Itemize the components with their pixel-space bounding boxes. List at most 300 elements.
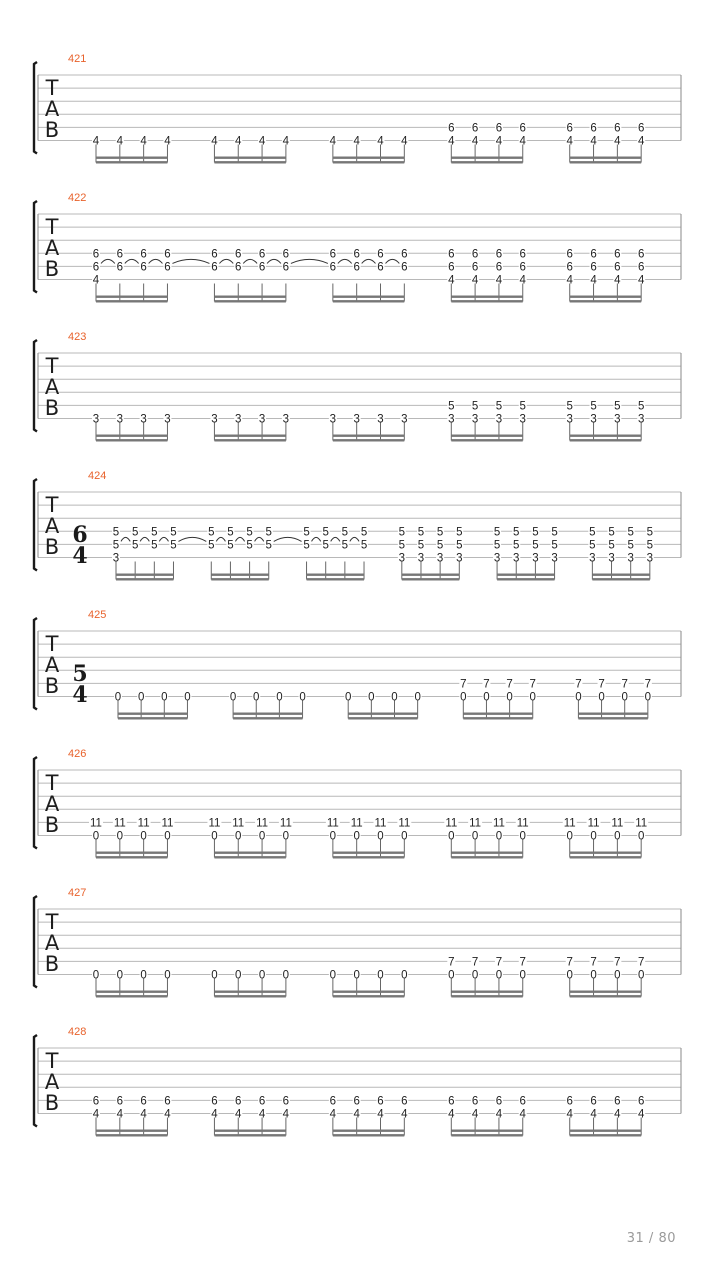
beam <box>214 1134 285 1136</box>
fret-number: 3 <box>614 413 621 426</box>
tie-arc <box>125 259 139 263</box>
fret-number: 4 <box>637 1108 645 1121</box>
fret-number: 6 <box>353 248 360 261</box>
fret-number: 4 <box>519 274 526 287</box>
fret-number: 11 <box>137 817 150 830</box>
fret-number: 0 <box>471 830 479 843</box>
fret-number: 4 <box>448 274 455 287</box>
fret-number: 4 <box>116 135 124 148</box>
beam <box>451 439 522 441</box>
fret-number: 7 <box>575 678 582 691</box>
fret-number: 6 <box>448 1095 455 1108</box>
tab-clef-letter: A <box>44 792 60 816</box>
fret-number: 0 <box>637 830 645 843</box>
tie-arc <box>216 537 225 541</box>
fret-number: 5 <box>341 526 349 539</box>
fret-number: 3 <box>471 413 479 426</box>
beam <box>96 296 167 298</box>
fret-number: 3 <box>258 413 266 426</box>
beam <box>402 574 459 576</box>
fret-number: 5 <box>608 526 615 539</box>
fret-number: 6 <box>471 1095 479 1108</box>
beam <box>333 852 404 854</box>
beam <box>348 713 417 715</box>
fret-number: 4 <box>590 135 597 148</box>
fret-number: 0 <box>353 969 360 982</box>
fret-number: 6 <box>637 261 645 274</box>
measure-number: 422 <box>68 192 87 204</box>
fret-number: 0 <box>495 969 503 982</box>
page-total: 80 <box>658 1231 676 1246</box>
fret-number: 6 <box>140 261 147 274</box>
fret-number: 0 <box>637 969 645 982</box>
fret-number: 6 <box>448 122 455 135</box>
beam <box>96 435 167 437</box>
fret-number: 5 <box>170 526 177 539</box>
beam <box>214 439 285 441</box>
beam <box>451 296 522 298</box>
fret-number: 0 <box>566 830 573 843</box>
fret-number: 5 <box>551 539 558 552</box>
fret-number: 6 <box>116 261 124 274</box>
fret-number: 0 <box>258 830 266 843</box>
tie-arc <box>101 259 115 263</box>
fret-number: 3 <box>589 552 596 565</box>
fret-number: 0 <box>253 691 260 704</box>
beam <box>451 435 522 437</box>
page-current: 31 <box>626 1231 645 1246</box>
fret-number: 4 <box>258 135 266 148</box>
fret-number: 5 <box>398 539 406 552</box>
fret-number: 11 <box>208 817 221 830</box>
fret-number: 4 <box>235 1108 242 1121</box>
fret-number: 5 <box>532 539 539 552</box>
fret-number: 5 <box>131 526 139 539</box>
fret-number: 6 <box>590 261 597 274</box>
fret-number: 6 <box>92 261 100 274</box>
fret-number: 4 <box>282 1108 290 1121</box>
fret-number: 7 <box>506 678 513 691</box>
fret-number: 0 <box>471 969 479 982</box>
tie-arc <box>350 537 359 541</box>
fret-number: 5 <box>208 539 215 552</box>
fret-number: 7 <box>483 678 490 691</box>
fret-number: 0 <box>506 691 513 704</box>
fret-number: 6 <box>519 261 526 274</box>
tab-system <box>34 609 681 720</box>
beam <box>96 1134 167 1136</box>
fret-number: 6 <box>519 1095 526 1108</box>
fret-number: 5 <box>246 539 253 552</box>
fret-number: 0 <box>282 830 290 843</box>
fret-number: 11 <box>469 817 482 830</box>
fret-number: 3 <box>566 413 573 426</box>
fret-number: 4 <box>329 1108 337 1121</box>
fret-number: 6 <box>140 248 147 261</box>
fret-number: 6 <box>164 1095 171 1108</box>
tab-clef-letter: B <box>44 396 60 420</box>
fret-number: 5 <box>170 539 177 552</box>
fret-number: 0 <box>211 969 218 982</box>
tab-clef-letter: T <box>45 910 59 934</box>
beam <box>570 439 641 441</box>
fret-number: 3 <box>112 552 120 565</box>
tab-clef-letter: B <box>44 813 60 837</box>
fret-number: 5 <box>265 526 272 539</box>
fret-number: 5 <box>627 539 634 552</box>
fret-number: 0 <box>235 830 242 843</box>
fret-number: 5 <box>322 539 329 552</box>
fret-number: 7 <box>566 956 573 969</box>
tie-arc <box>178 537 206 541</box>
fret-number: 4 <box>614 1108 621 1121</box>
beam <box>96 439 167 441</box>
beam <box>116 574 173 576</box>
beam <box>592 574 649 576</box>
fret-number: 3 <box>608 552 615 565</box>
fret-number: 5 <box>227 526 234 539</box>
fret-number: 5 <box>417 526 425 539</box>
tie-arc <box>362 259 376 263</box>
fret-number: 5 <box>360 539 368 552</box>
fret-number: 0 <box>590 830 597 843</box>
fret-number: 6 <box>401 261 408 274</box>
fret-number: 6 <box>329 248 337 261</box>
fret-number: 5 <box>532 526 539 539</box>
tab-clef-letter: A <box>44 1070 60 1094</box>
fret-number: 4 <box>211 135 218 148</box>
fret-number: 6 <box>471 248 479 261</box>
fret-number: 5 <box>614 400 621 413</box>
fret-number: 11 <box>445 817 458 830</box>
fret-number: 0 <box>164 830 171 843</box>
beam <box>333 157 404 159</box>
fret-number: 11 <box>587 817 600 830</box>
beam <box>214 157 285 159</box>
fret-number: 7 <box>448 956 455 969</box>
fret-number: 6 <box>495 248 503 261</box>
fret-number: 6 <box>566 248 573 261</box>
beam <box>214 296 285 298</box>
fret-number: 6 <box>471 122 479 135</box>
fret-number: 0 <box>414 691 421 704</box>
fret-number: 5 <box>646 539 654 552</box>
beam <box>214 161 285 163</box>
beam <box>96 856 167 858</box>
system-bracket <box>34 1035 37 1127</box>
fret-number: 6 <box>353 261 360 274</box>
fret-number: 6 <box>401 1095 408 1108</box>
beam <box>463 717 532 719</box>
fret-number: 3 <box>377 413 384 426</box>
fret-number: 3 <box>398 552 406 565</box>
beam <box>333 296 404 298</box>
fret-number: 6 <box>614 1095 621 1108</box>
fret-number: 5 <box>417 539 425 552</box>
fret-number: 5 <box>608 539 615 552</box>
tie-arc <box>386 259 400 263</box>
beam <box>570 435 641 437</box>
fret-number: 5 <box>436 539 444 552</box>
fret-number: 3 <box>417 552 425 565</box>
beam <box>333 856 404 858</box>
fret-number: 3 <box>646 552 654 565</box>
system-bracket <box>34 479 37 571</box>
fret-number: 5 <box>208 526 215 539</box>
fret-number: 3 <box>353 413 360 426</box>
tie-arc <box>149 259 163 263</box>
fret-number: 3 <box>140 413 147 426</box>
beam <box>497 578 554 580</box>
beam <box>333 300 404 302</box>
fret-number: 5 <box>589 526 596 539</box>
beam <box>570 161 641 163</box>
fret-number: 5 <box>513 539 520 552</box>
fret-number: 11 <box>563 817 576 830</box>
fret-number: 6 <box>590 122 597 135</box>
system-bracket <box>34 757 37 849</box>
fret-number: 0 <box>276 691 283 704</box>
fret-number: 0 <box>344 691 352 704</box>
tie-arc <box>291 259 328 263</box>
fret-number: 0 <box>566 969 573 982</box>
fret-number: 0 <box>644 691 652 704</box>
fret-number: 11 <box>611 817 624 830</box>
system-bracket <box>34 896 37 988</box>
fret-number: 0 <box>140 830 147 843</box>
fret-number: 11 <box>232 817 245 830</box>
fret-number: 6 <box>495 122 503 135</box>
measure-number: 428 <box>68 1026 87 1038</box>
fret-number: 7 <box>614 956 621 969</box>
tab-system <box>34 53 681 164</box>
beam <box>214 856 285 858</box>
system-bracket <box>34 201 37 293</box>
fret-number: 6 <box>566 122 573 135</box>
fret-number: 4 <box>92 1108 100 1121</box>
fret-number: 0 <box>590 969 597 982</box>
beam <box>96 300 167 302</box>
fret-number: 6 <box>590 1095 597 1108</box>
fret-number: 0 <box>495 830 503 843</box>
fret-number: 4 <box>164 135 171 148</box>
fret-number: 0 <box>598 691 605 704</box>
fret-number: 4 <box>140 1108 147 1121</box>
fret-number: 0 <box>329 969 337 982</box>
fret-number: 5 <box>637 400 645 413</box>
fret-number: 0 <box>483 691 490 704</box>
fret-number: 11 <box>516 817 529 830</box>
beam <box>333 435 404 437</box>
fret-number: 3 <box>637 413 645 426</box>
fret-number: 0 <box>282 969 290 982</box>
beam <box>96 157 167 159</box>
fret-number: 5 <box>303 526 310 539</box>
fret-number: 0 <box>401 830 408 843</box>
fret-number: 0 <box>621 691 628 704</box>
fret-number: 0 <box>401 969 408 982</box>
beam <box>451 1134 522 1136</box>
fret-number: 3 <box>590 413 597 426</box>
fret-number: 4 <box>519 135 526 148</box>
beam <box>451 995 522 997</box>
fret-number: 5 <box>566 400 573 413</box>
fret-number: 6 <box>566 261 573 274</box>
fret-number: 3 <box>448 413 455 426</box>
fret-number: 3 <box>493 552 501 565</box>
tab-clef-letter: A <box>44 653 60 677</box>
fret-number: 0 <box>235 969 242 982</box>
tab-system <box>34 192 681 303</box>
time-signature-digit: 5 <box>72 661 88 687</box>
beam <box>96 852 167 854</box>
fret-number: 4 <box>614 135 621 148</box>
fret-number: 3 <box>211 413 218 426</box>
beam <box>451 991 522 993</box>
fret-number: 5 <box>493 539 501 552</box>
fret-number: 0 <box>368 691 375 704</box>
beam <box>307 574 364 576</box>
fret-number: 6 <box>448 261 455 274</box>
fret-number: 5 <box>519 400 526 413</box>
fret-number: 11 <box>161 817 174 830</box>
fret-number: 6 <box>164 248 171 261</box>
measure-number: 427 <box>68 887 87 899</box>
fret-number: 6 <box>116 248 124 261</box>
fret-number: 3 <box>551 552 558 565</box>
fret-number: 7 <box>529 678 536 691</box>
fret-number: 6 <box>235 261 242 274</box>
measure-number: 425 <box>88 609 107 621</box>
fret-number: 6 <box>614 261 621 274</box>
beam <box>402 578 459 580</box>
fret-number: 5 <box>322 526 329 539</box>
fret-number: 4 <box>377 135 384 148</box>
beam <box>214 991 285 993</box>
fret-number: 6 <box>211 1095 218 1108</box>
fret-number: 4 <box>401 1108 408 1121</box>
beam <box>333 1130 404 1132</box>
fret-number: 5 <box>513 526 520 539</box>
fret-number: 5 <box>551 526 558 539</box>
time-signature-digit: 6 <box>72 522 88 548</box>
tab-clef-letter: A <box>44 236 60 260</box>
fret-number: 6 <box>282 1095 290 1108</box>
fret-number: 7 <box>460 678 467 691</box>
beam <box>214 435 285 437</box>
beam <box>570 296 641 298</box>
beam <box>96 161 167 163</box>
fret-number: 6 <box>164 261 171 274</box>
fret-number: 5 <box>341 539 349 552</box>
tie-arc <box>274 537 302 541</box>
tie-arc <box>267 259 281 263</box>
fret-number: 11 <box>279 817 292 830</box>
fret-number: 4 <box>614 274 621 287</box>
fret-number: 0 <box>377 830 384 843</box>
tab-clef-letter: A <box>44 375 60 399</box>
fret-number: 7 <box>495 956 503 969</box>
beam <box>451 856 522 858</box>
fret-number: 0 <box>114 691 122 704</box>
fret-number: 4 <box>211 1108 218 1121</box>
beam <box>570 1134 641 1136</box>
fret-number: 0 <box>211 830 218 843</box>
beam <box>333 991 404 993</box>
fret-number: 5 <box>360 526 368 539</box>
fret-number: 6 <box>614 248 621 261</box>
fret-number: 11 <box>90 817 102 830</box>
fret-number: 0 <box>519 969 526 982</box>
fret-number: 6 <box>519 248 526 261</box>
fret-number: 0 <box>92 969 100 982</box>
fret-number: 3 <box>436 552 444 565</box>
fret-number: 4 <box>495 1108 503 1121</box>
fret-number: 4 <box>282 135 290 148</box>
fret-number: 6 <box>471 261 479 274</box>
fret-number: 3 <box>513 552 520 565</box>
fret-number: 4 <box>164 1108 171 1121</box>
fret-number: 5 <box>265 539 272 552</box>
beam <box>463 713 532 715</box>
beam <box>570 856 641 858</box>
fret-number: 5 <box>436 526 444 539</box>
fret-number: 4 <box>353 135 360 148</box>
tie-arc <box>255 537 264 541</box>
beam <box>451 300 522 302</box>
fret-number: 6 <box>235 1095 242 1108</box>
fret-number: 4 <box>471 135 479 148</box>
fret-number: 4 <box>377 1108 384 1121</box>
beam <box>233 713 302 715</box>
fret-number: 5 <box>456 539 463 552</box>
fret-number: 6 <box>140 1095 147 1108</box>
fret-number: 6 <box>235 248 242 261</box>
fret-number: 0 <box>161 691 168 704</box>
fret-number: 5 <box>448 400 455 413</box>
fret-number: 6 <box>495 1095 503 1108</box>
fret-number: 4 <box>566 1108 573 1121</box>
beam <box>451 161 522 163</box>
fret-number: 11 <box>635 817 648 830</box>
fret-number: 7 <box>519 956 526 969</box>
tab-clef-letter: B <box>44 674 60 698</box>
tie-arc <box>331 537 340 541</box>
tab-clef-letter: B <box>44 257 60 281</box>
fret-number: 6 <box>590 248 597 261</box>
beam <box>592 578 649 580</box>
fret-number: 6 <box>258 248 266 261</box>
measure-number: 421 <box>68 53 87 65</box>
fret-number: 4 <box>471 274 479 287</box>
tab-clef-letter: B <box>44 1091 60 1115</box>
fret-number: 0 <box>137 691 145 704</box>
beam <box>211 578 268 580</box>
fret-number: 6 <box>92 1095 100 1108</box>
fret-number: 6 <box>92 248 100 261</box>
page-separator: / <box>644 1231 659 1246</box>
fret-number: 4 <box>140 135 147 148</box>
fret-number: 3 <box>329 413 337 426</box>
tab-clef-letter: B <box>44 118 60 142</box>
tab-clef-letter: T <box>45 215 59 239</box>
system-bracket <box>34 62 37 154</box>
beam <box>333 1134 404 1136</box>
fret-number: 4 <box>566 274 573 287</box>
fret-number: 3 <box>164 413 171 426</box>
fret-number: 11 <box>374 817 387 830</box>
measure-number: 424 <box>88 470 107 482</box>
